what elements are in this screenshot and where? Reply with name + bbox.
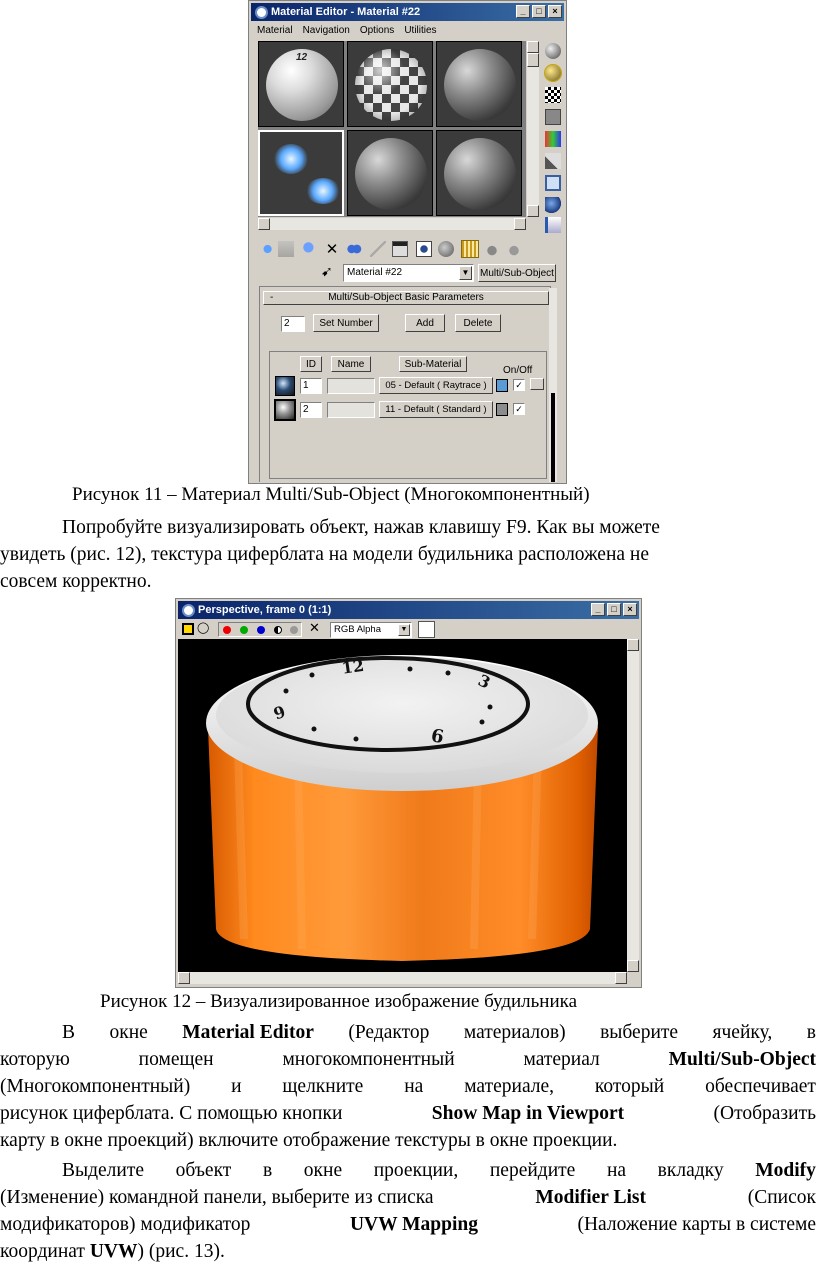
figure-12-caption: Рисунок 12 – Визуализированное изображение будильника (100, 991, 578, 1012)
menu-options[interactable]: Options (359, 24, 395, 36)
paragraph-2-line-5: карту в окне проекций) включите отображение текстуры в окне проекции. (0, 1130, 618, 1151)
assign-to-selection-icon[interactable] (302, 241, 318, 257)
word: многокомпонентный (282, 1049, 455, 1070)
dial-number-9: 9 (270, 701, 288, 724)
word: на (606, 1160, 627, 1181)
scroll-up-arrow[interactable] (527, 41, 539, 53)
scroll-down-arrow[interactable] (527, 205, 539, 217)
word: ячейку, (712, 1022, 773, 1043)
scroll-left-arrow[interactable] (178, 972, 190, 984)
scroll-up-arrow[interactable] (627, 639, 639, 651)
menu-material[interactable]: Material (257, 24, 293, 36)
slots-vertical-scrollbar[interactable] (527, 41, 539, 217)
rendered-image (178, 639, 627, 972)
menu-bar (251, 22, 437, 38)
word: который (594, 1076, 665, 1097)
term-modify: Modify (755, 1160, 816, 1181)
clear-icon[interactable]: ✕ (309, 621, 320, 636)
paragraph-3-line-2 (0, 1184, 816, 1211)
sample-slot-2[interactable] (347, 41, 433, 127)
paragraph-1-line-1: Попробуйте визуализировать объект, нажав клавишу F9. Как вы можете (62, 517, 660, 538)
word: (Многокомпонентный) (0, 1076, 191, 1097)
word: на (404, 1076, 424, 1097)
number-of-materials-value: 2 (284, 318, 290, 329)
table-scroll-up[interactable] (530, 378, 544, 390)
minimize-button[interactable]: _ (516, 5, 530, 18)
term-show-map-in-viewport: Show Map in Viewport (431, 1103, 625, 1124)
menu-navigation[interactable]: Navigation (302, 24, 350, 36)
submaterial-swatch-2[interactable] (274, 399, 296, 421)
render-window-title: Perspective, frame 0 (1:1) (198, 604, 332, 616)
submaterial-button-1[interactable]: 05 - Default ( Raytrace ) (379, 377, 493, 394)
render-horizontal-scrollbar[interactable] (178, 972, 627, 984)
rollout-collapse-icon: - (270, 292, 274, 303)
options-icon[interactable] (545, 175, 561, 191)
sphere-default (444, 49, 516, 121)
text-segment: модификаторов) модификатор (0, 1214, 251, 1235)
paragraph-1-line-2: увидеть (рис. 12), текстура циферблата на модели будильника расположена не (0, 544, 650, 565)
alpha-channel-icon[interactable] (274, 626, 282, 634)
paragraph-2-line-2 (0, 1046, 816, 1073)
word: проекции, (373, 1160, 459, 1181)
paragraph-3 (0, 1157, 816, 1265)
material-navigator-icon[interactable] (545, 217, 561, 233)
go-to-parent-icon[interactable] (462, 241, 478, 257)
paragraph-3-line-4 (0, 1238, 816, 1265)
material-editor-titlebar[interactable] (251, 3, 564, 21)
make-preview-icon[interactable] (545, 153, 561, 169)
number-of-materials-field[interactable] (281, 316, 305, 332)
delete-button[interactable]: Delete (455, 314, 501, 332)
panel-scroll-thumb[interactable] (551, 393, 555, 482)
text-segment: рисунок циферблата. С помощью кнопки (0, 1103, 343, 1124)
put-to-scene-icon[interactable] (278, 241, 294, 257)
render-window (175, 598, 642, 988)
close-button[interactable]: × (548, 5, 562, 18)
scroll-left-arrow[interactable] (258, 218, 270, 230)
get-material-icon[interactable] (258, 241, 274, 257)
word: щелкните (282, 1076, 364, 1097)
select-by-material-icon[interactable] (545, 197, 561, 213)
show-end-result-icon[interactable] (438, 241, 454, 257)
row-id-value: 2 (303, 404, 309, 415)
term-modifier-list: Modifier List (535, 1187, 646, 1208)
word: объект (175, 1160, 232, 1181)
dial-number-3: 3 (475, 670, 494, 693)
sphere-checker (355, 49, 427, 121)
display-channel-arrow[interactable]: ▼ (398, 624, 410, 636)
dial-number-6: 6 (429, 725, 446, 749)
display-channel-value: RGB Alpha (334, 624, 381, 635)
submaterial-name-field-1[interactable] (327, 378, 375, 394)
scroll-thumb[interactable] (527, 53, 539, 67)
submaterial-onoff-checkbox-1[interactable] (513, 379, 525, 391)
render-toolbar (180, 620, 620, 640)
text-segment: координат (0, 1241, 90, 1262)
background-icon[interactable] (545, 87, 561, 103)
word: и (231, 1076, 242, 1097)
text-segment: ) (рис. 13). (137, 1241, 225, 1262)
rendered-clock-svg (178, 639, 627, 972)
paragraph-3-line-1 (0, 1157, 816, 1184)
sort-by-name-button[interactable]: Name (331, 356, 371, 372)
color-swatch[interactable] (418, 621, 435, 638)
blue-channel-icon[interactable] (257, 626, 265, 634)
clock-top-face (216, 657, 588, 773)
paragraph-3-line-3 (0, 1211, 816, 1238)
word: окне (303, 1160, 343, 1181)
term-uvw-mapping: UVW Mapping (349, 1214, 478, 1235)
scroll-right-arrow[interactable] (615, 972, 627, 984)
panel-scrollbar[interactable] (549, 288, 557, 482)
word: материалов) (463, 1022, 566, 1043)
term-uvw: UVW (89, 1241, 138, 1262)
word: обеспечивает (705, 1076, 816, 1097)
show-map-in-viewport-icon[interactable] (416, 241, 432, 257)
sort-by-submaterial-button[interactable]: Sub-Material (399, 356, 467, 372)
word: Выделите (62, 1160, 145, 1181)
word: В (62, 1022, 76, 1043)
slots-horizontal-scrollbar[interactable] (258, 218, 526, 230)
word: материал (523, 1049, 600, 1070)
submaterial-onoff-checkbox-2[interactable] (513, 403, 525, 415)
scroll-down-arrow[interactable] (627, 960, 639, 972)
monochrome-icon[interactable] (290, 626, 298, 634)
sample-slot-3[interactable] (436, 41, 522, 127)
uv-tiling-icon[interactable] (545, 109, 561, 125)
window-title: Material Editor - Material #22 (271, 6, 421, 18)
submaterial-swatch-1[interactable] (275, 376, 295, 396)
checkmark: ✓ (515, 404, 523, 414)
sample-slot-1[interactable] (258, 41, 344, 127)
video-color-check-icon[interactable] (545, 131, 561, 147)
scroll-right-arrow[interactable] (514, 218, 526, 230)
sort-by-id-button[interactable]: ID (300, 356, 322, 372)
text-segment: (Список (747, 1187, 816, 1208)
reset-map-icon[interactable]: ✕ (325, 240, 339, 258)
add-button[interactable]: Add (405, 314, 445, 332)
material-type-button[interactable]: Multi/Sub-Object (478, 264, 556, 282)
word: перейдите (489, 1160, 576, 1181)
maximize-button[interactable]: □ (532, 5, 546, 18)
checkmark: ✓ (515, 380, 523, 390)
word: помещен (138, 1049, 214, 1070)
submaterial-name-field-2[interactable] (327, 402, 375, 418)
material-name-dropdown-arrow[interactable]: ▼ (459, 266, 472, 280)
paragraph-1 (0, 514, 816, 595)
sample-slot-4[interactable] (258, 130, 344, 216)
word: в (806, 1022, 816, 1043)
sample-slot-6[interactable] (436, 130, 522, 216)
material-effects-channel-icon[interactable] (392, 241, 408, 257)
paragraph-2-line-3 (0, 1073, 816, 1100)
green-channel-icon[interactable] (240, 626, 248, 634)
set-number-button[interactable]: Set Number (313, 314, 379, 332)
submaterial-id-field-2[interactable] (300, 402, 322, 418)
text-segment: (Наложение карты в системе (577, 1214, 816, 1235)
save-bitmap-icon[interactable] (182, 623, 194, 635)
go-forward-to-sibling-icon[interactable] (484, 241, 500, 257)
paragraph-2-line-4 (0, 1100, 816, 1127)
word: выберите (600, 1022, 679, 1043)
menu-utilities[interactable]: Utilities (404, 24, 437, 36)
specular-highlight-2 (306, 178, 340, 204)
put-to-library-icon[interactable] (370, 241, 386, 257)
sphere-default (355, 138, 427, 210)
render-vertical-scrollbar[interactable] (627, 639, 639, 972)
submaterial-color-2[interactable] (496, 403, 508, 416)
submaterial-button-2[interactable]: 11 - Default ( Standard ) (379, 401, 493, 418)
paragraph-2 (0, 1019, 816, 1154)
dial-number-12: 12 (340, 655, 366, 678)
material-name-field[interactable] (343, 264, 474, 282)
text-segment: (Отобразить (713, 1103, 816, 1124)
word: вкладку (657, 1160, 724, 1181)
close-button[interactable]: × (623, 603, 637, 616)
clone-window-icon[interactable]: ◯ (197, 621, 210, 634)
submaterial-id-field-1[interactable] (300, 378, 322, 394)
red-channel-icon[interactable] (223, 626, 231, 634)
term-material-editor: Material Editor (182, 1022, 314, 1043)
on-off-header: On/Off (503, 365, 533, 376)
text-segment: (Изменение) командной панели, выберите из списка (0, 1187, 434, 1208)
sample-type-icon[interactable] (545, 43, 561, 59)
rollout-header[interactable] (263, 291, 549, 305)
slot-clock-number: 12 (296, 52, 308, 63)
backlight-icon[interactable] (545, 65, 561, 81)
word: окне (109, 1022, 148, 1043)
sphere-default (444, 138, 516, 210)
app-icon (182, 604, 195, 617)
material-editor-window (248, 0, 567, 484)
word: материале, (464, 1076, 555, 1097)
paragraph-1-line-3: совсем корректно. (0, 571, 152, 592)
app-icon (255, 6, 268, 19)
sample-slot-5[interactable] (347, 130, 433, 216)
term-multi-sub-object: Multi/Sub-Object (668, 1049, 816, 1070)
minimize-button[interactable]: _ (591, 603, 605, 616)
go-to-sibling-icon[interactable] (506, 241, 522, 257)
submaterial-color-1[interactable] (496, 379, 508, 392)
word: в (262, 1160, 273, 1181)
specular-highlight-1 (274, 144, 308, 174)
word: которую (0, 1049, 70, 1070)
make-unique-icon[interactable] (346, 241, 362, 257)
word: (Редактор (348, 1022, 430, 1043)
material-name-value: Material #22 (347, 267, 403, 278)
maximize-button[interactable]: □ (607, 603, 621, 616)
rollout-title: Multi/Sub-Object Basic Parameters (328, 292, 484, 303)
sample-slots (258, 41, 526, 217)
vertical-toolbar (543, 41, 563, 231)
paragraph-2-line-1 (0, 1019, 816, 1046)
pick-material-icon[interactable]: ➹ (321, 264, 333, 280)
horizontal-toolbar (258, 241, 558, 259)
figure-11-caption: Рисунок 11 – Материал Multi/Sub-Object (Многокомпонентный) (72, 484, 590, 505)
row-id-value: 1 (303, 380, 309, 391)
render-window-titlebar[interactable] (178, 601, 639, 619)
